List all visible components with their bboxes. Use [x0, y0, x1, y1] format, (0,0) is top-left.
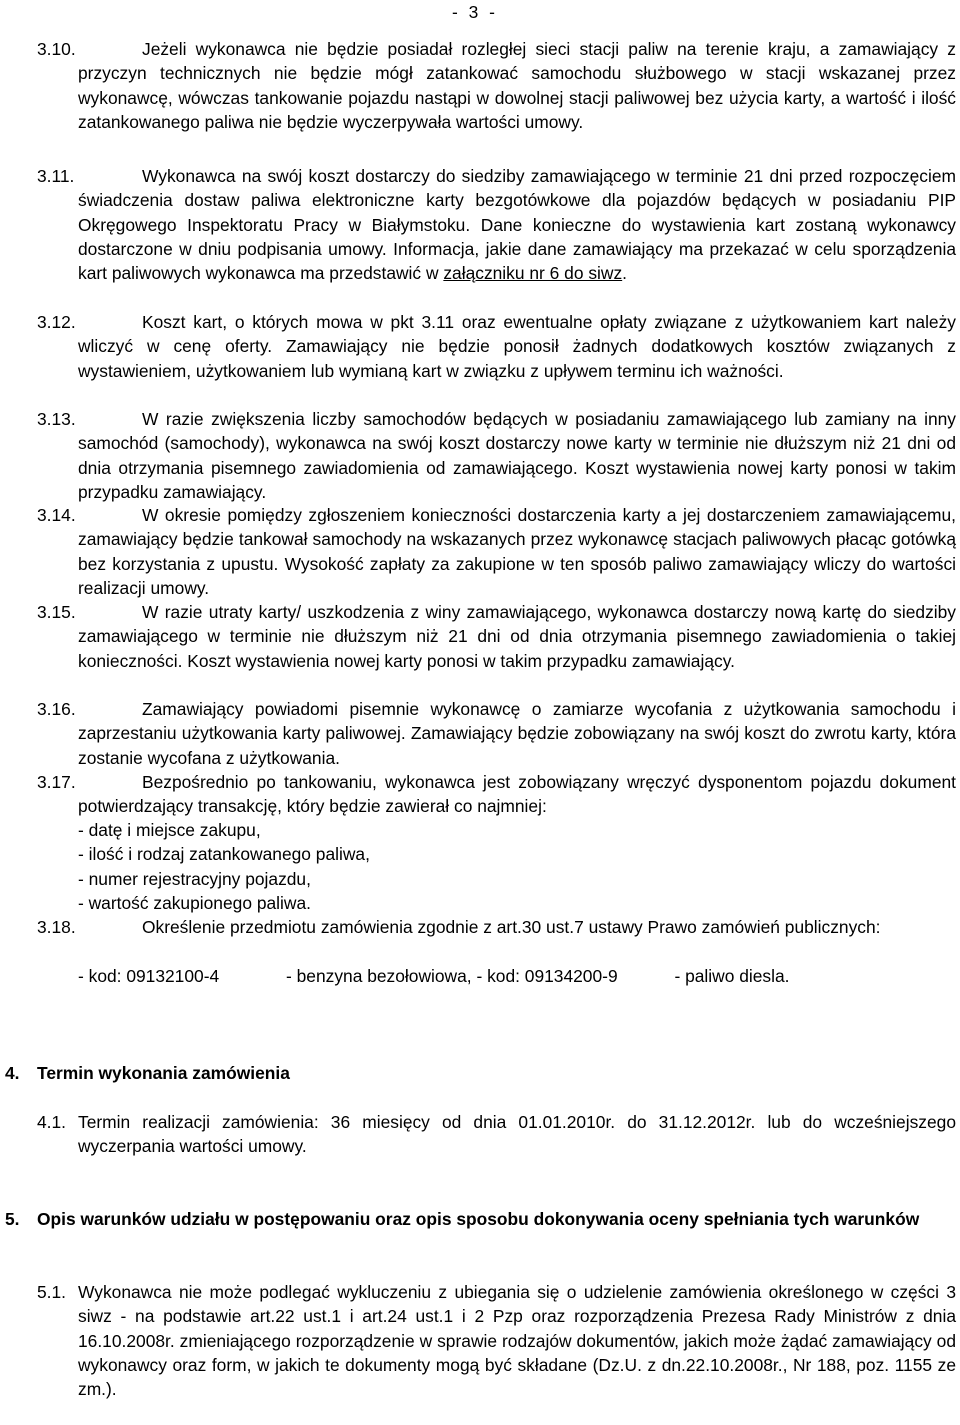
page-number: - 3 -: [452, 2, 498, 22]
cpv-description: - paliwo diesla.: [674, 966, 790, 986]
paragraph-text: Wykonawca na swój koszt dostarczy do siedziby zamawiającego w terminie 21 dni przed rozpoczęciem świadczenia dostaw paliwa elektroniczne karty bezgotówkowe dla pojazdów będących w posiadaniu PIP Okręgowego Inspektoratu Pracy w Białymstoku. Dane konieczne do wystawienia kart zostaną wykonawcy dostarczone w dniu podpisania umowy. Informacja, jakie dane zamawiający ma przekazać w celu sporządzenia kart paliwowych wykonawca ma przedstawić w: [78, 166, 956, 284]
paragraph-4-1: [37, 1110, 956, 1159]
paragraph-number: 3.18.: [37, 917, 76, 937]
paragraph-number: 4.1.: [37, 1112, 67, 1132]
section-title: Termin wykonania zamówienia: [37, 1063, 290, 1083]
paragraph-text: Określenie przedmiotu zamówienia zgodnie z art.30 ust.7 ustawy Prawo zamówień publicznych:: [142, 917, 881, 937]
paragraph-number: 3.16.: [37, 699, 76, 719]
paragraph-3-16: [37, 697, 956, 770]
paragraph-text: Zamawiający powiadomi pisemnie wykonawcę o zamiarze wycofania z użytkowania samochodu i zaprzestaniu użytkowania karty paliwowej. Zamawiający będzie zobowiązany na swój koszt do zwrotu karty, która zostanie wycofana z użytkowania.: [78, 699, 956, 768]
section-4-heading: [5, 1061, 955, 1085]
receipt-contents-list: [78, 818, 370, 915]
paragraph-3-13: [37, 407, 956, 504]
paragraph-3-15: [37, 600, 956, 673]
paragraph-number: 3.17.: [37, 772, 76, 792]
cpv-description: - benzyna bezołowiowa,: [286, 966, 472, 986]
paragraph-text: Koszt kart, o których mowa w pkt 3.11 oraz ewentualne opłaty związane z użytkowaniem kart należy wliczyć w cenę oferty. Zamawiający nie będzie ponosił żadnych dodatkowych kosztów związanych z wystawieniem, użytkowaniem lub wymianą kart w związku z upływem terminu ich ważności.: [78, 312, 956, 381]
paragraph-text: Wykonawca nie może podlegać wykluczeniu z ubiegania się o udzielenie zamówienia określonego w części 3 siwz - na podstawie art.22 ust.1 i art.24 ust.1 i 2 Pzp oraz rozporządzenia Prezesa Rady Ministrów z dnia 16.10.2008r. zmieniającego rozporządzenie w sprawie rodzajów dokumentów, jakich może żądać zamawiający od wykonawcy oraz form, w jakich te dokumenty mogą być składane (Dz.U. z dn.22.10.2008r., Nr 188, poz. 1155 ze zm.).: [78, 1282, 956, 1400]
paragraph-3-18: [37, 915, 956, 939]
paragraph-number: 3.12.: [37, 312, 76, 332]
paragraph-text: W okresie pomiędzy zgłoszeniem konieczności dostarczenia karty a jej dostarczeniem zamawiającemu, zamawiający będzie tankował samochody na wskazanych przez wykonawcę stacjach paliwowych płacąc gotówką bez korzystania z upustu. Wysokość zapłaty za zakupione w ten sposób paliwo zamawiający wliczy do wartości realizacji umowy.: [78, 505, 956, 598]
section-title: Opis warunków udziału w postępowaniu oraz opis sposobu dokonywania oceny spełniania tych warunków: [37, 1209, 920, 1229]
section-number: 4.: [5, 1063, 20, 1083]
cpv-code: - kod: 09132100-4: [78, 966, 220, 986]
cpv-code: - kod: 09134200-9: [476, 966, 618, 986]
cpv-codes-list: [78, 964, 789, 988]
paragraph-number: 3.15.: [37, 602, 76, 622]
paragraph-number: 3.13.: [37, 409, 76, 429]
paragraph-3-17: [37, 770, 956, 819]
paragraph-text: Termin realizacji zamówienia: 36 miesięcy od dnia 01.01.2010r. do 31.12.2012r. lub do wcześniejszego wyczerpania wartości umowy.: [78, 1112, 956, 1157]
paragraph-number: 3.10.: [37, 39, 76, 59]
paragraph-text: W razie zwiększenia liczby samochodów będących w posiadaniu zamawiającego lub zamiany na inny samochód (samochody), wykonawca na swój koszt dostarczy nowe karty w terminie nie dłuższym niż 21 dni od dnia otrzymania pisemnego zawiadomienia od zamawiającego. Koszt wystawienia nowej karty ponosi w takim przypadku zamawiający.: [78, 409, 956, 502]
paragraph-3-11: 3.11. Wykonawca na swój koszt dostarczy do siedziby zamawiającego w terminie 21 dni przed rozpoczęciem świadczenia dostaw paliwa elektroniczne karty bezgotówkowe dla pojazdów będących w posiadaniu PIP Okręgowego Inspektoratu Pracy w Białymstoku. Dane konieczne do wystawienia kart zostaną wykonawcy dostarczone w dniu podpisania umowy. Informacja, jakie dane zamawiający ma przekazać w celu sporządzenia kart paliwowych wykonawca ma przedstawić w załączniku nr 6 do siwz.: [37, 166, 956, 284]
paragraph-text: Bezpośrednio po tankowaniu, wykonawca jest zobowiązany wręczyć dysponentom pojazdu dokument potwierdzający transakcję, który będzie zawierał co najmniej:: [78, 772, 956, 817]
paragraph-3-10: [37, 37, 956, 134]
list-item: [476, 964, 789, 988]
paragraph-3-12: [37, 310, 956, 383]
paragraph-text: W razie utraty karty/ uszkodzenia z winy zamawiającego, wykonawca dostarczy nową kartę do siedziby zamawiającego w terminie nie dłuższym niż 21 dni od dnia otrzymania pisemnego zawiadomienia o takiej konieczności. Koszt wystawienia nowej karty ponosi w takim przypadku zamawiający.: [78, 602, 956, 671]
paragraph-text: Jeżeli wykonawca nie będzie posiadał rozległej sieci stacji paliw na terenie kraju, a zamawiający z przyczyn technicznych nie będzie mógł zatankować samochodu służbowego w stacji wskazanej przez wykonawcę, wówczas tankowanie pojazdu nastąpi w dowolnej stacji paliwowej bez użycia karty, a wartość i ilość zatankowanego paliwa nie będzie wyczerpywała wartości umowy.: [78, 39, 956, 132]
paragraph-number: 3.11.: [37, 166, 75, 186]
list-item: - ilość i rodzaj zatankowanego paliwa,: [78, 844, 370, 865]
attachment-link[interactable]: załączniku nr 6 do siwz: [443, 263, 623, 284]
list-item: [78, 964, 472, 988]
list-item: - numer rejestracyjny pojazdu,: [78, 868, 311, 889]
list-item: - wartość zakupionego paliwa.: [78, 892, 311, 913]
paragraph-5-1: [37, 1280, 956, 1401]
section-number: 5.: [5, 1209, 20, 1229]
paragraph-number: 3.14.: [37, 505, 76, 525]
section-5-heading: [5, 1207, 955, 1231]
paragraph-number: 5.1.: [37, 1282, 67, 1302]
list-item: - datę i miejsce zakupu,: [78, 820, 261, 840]
paragraph-3-14: [37, 503, 956, 600]
